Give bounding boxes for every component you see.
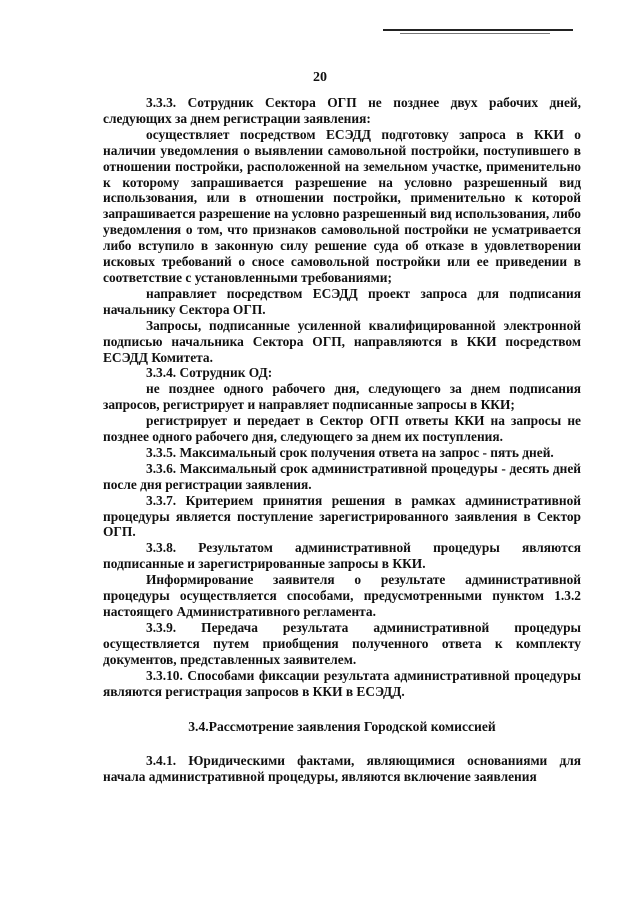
paragraph-3-3-4: 3.3.4. Сотрудник ОД: (146, 365, 273, 381)
paragraph-3-3-6: 3.3.6. Максимальный срок административной процедуры - десять дней после дня регистрации заявления. (103, 460, 581, 492)
paragraph-signed-requests: Запросы, подписанные усиленной квалифицированной электронной подписью начальника Сектора ОГП, направляются в ККИ посредством ЕСЭДД Комитета. (103, 317, 581, 365)
document-body (103, 95, 581, 785)
section-heading-3-4: 3.4.Рассмотрение заявления Городской комиссией (188, 719, 496, 735)
paragraph-register-requests: не позднее одного рабочего дня, следующего за днем подписания запросов, регистрирует и направляет подписанные запросы в ККИ; (103, 381, 581, 413)
paragraph-3-3-5: 3.3.5. Максимальный срок получения ответа на запрос - пять дней. (146, 444, 554, 460)
paragraph-send-draft: направляет посредством ЕСЭДД проект запроса для подписания начальнику Сектора ОГП. (103, 285, 581, 317)
paragraph-3-3-3: 3.3.3. Сотрудник Сектора ОГП не позднее двух рабочих дней, следующих за днем регистрации заявления: (103, 95, 581, 126)
paragraph-3-3-7: 3.3.7. Критерием принятия решения в рамках административной процедуры является поступление зарегистрированного заявления в Сектор ОГП. (103, 492, 581, 540)
paragraph-3-3-8: 3.3.8. Результатом административной процедуры являются подписанные и зарегистрированные запросы в ККИ. (103, 540, 581, 572)
paragraph-request-preparation: осуществляет посредством ЕСЭДД подготовку запроса в ККИ о наличии уведомления о выявлении самовольной постройки, поступившего в отношении постройки, расположенной на земельном участке, применительно к которому запрашивается разрешение на условно разрешенный вид использования, или в отношении постройки, применительно к которой запрашивается разрешение на условно разрешенный вид использования, либо уведомления о том, что признаков самовольной постройки не усматривается либо вступило в законную силу решение суда об отказе в удовлетворении исковых требований о сносе самовольной постройки или ее приведении в соответствие с установленными требованиями; (103, 126, 581, 285)
paragraph-3-4-1: 3.4.1. Юридическими фактами, являющимися основаниями для начала административной процедуры, являются включение заявления (103, 753, 581, 785)
paragraph-transfer-answers: регистрирует и передает в Сектор ОГП ответы ККИ на запросы не позднее одного рабочего дня, следующего за днем их поступления. (103, 413, 581, 445)
page-number: 20 (313, 70, 327, 85)
header-rule-secondary (400, 33, 550, 34)
header-rule (383, 29, 573, 31)
paragraph-3-3-10: 3.3.10. Способами фиксации результата административной процедуры являются регистрация запросов в ККИ в ЕСЭДД. (103, 667, 581, 699)
paragraph-3-3-9: 3.3.9. Передача результата административной процедуры осуществляется путем приобщения полученного ответа к комплекту документов, представленных заявителем. (103, 619, 581, 667)
paragraph-informing: Информирование заявителя о результате административной процедуры осуществляется способами, предусмотренными пунктом 1.3.2 настоящего Административного регламента. (103, 572, 581, 619)
